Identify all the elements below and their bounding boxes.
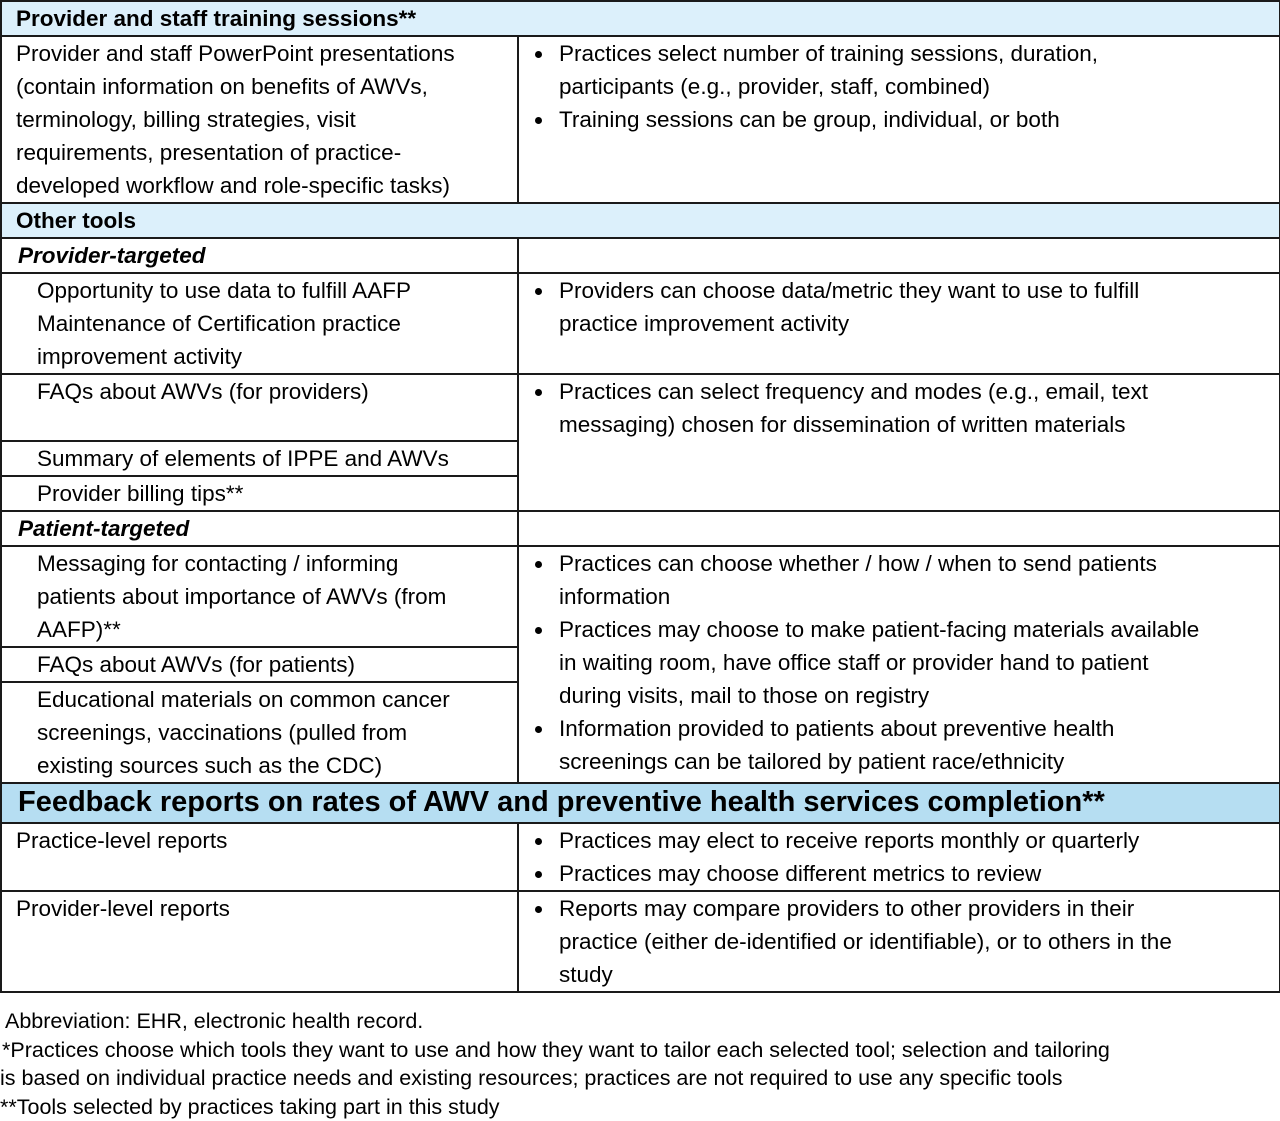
text-line: terminology, billing strategies, visit — [16, 103, 517, 136]
text-line: AAFP)** — [37, 613, 517, 646]
bullet-item — [531, 274, 1279, 340]
text-line: existing sources such as the CDC) — [37, 749, 517, 782]
cell-educational-left — [1, 682, 518, 783]
bullet-text-line: practice improvement activity — [559, 307, 1279, 340]
section-header-row-training — [1, 1, 1280, 36]
written-materials-text — [559, 375, 1279, 441]
table-row-training-presentations — [1, 36, 1280, 203]
text-line: Educational materials on common cancer — [37, 683, 517, 716]
cell-practice-level-right — [518, 823, 1280, 891]
bullet-text-line: Practices may elect to receive reports monthly or quarterly — [559, 824, 1279, 857]
bullet-dot-icon — [535, 726, 542, 733]
text-line: Maintenance of Certification practice — [37, 307, 517, 340]
cell-written-materials — [518, 374, 1280, 511]
cell-provider-level-right — [518, 891, 1280, 992]
bullet-text-line: Practices may choose to make patient-facing materials available — [559, 613, 1279, 646]
table-row-provider-level — [1, 891, 1280, 992]
bullet-item — [531, 892, 1279, 991]
bullet-text-line: Reports may compare providers to other providers in their — [559, 892, 1279, 925]
bullet-dot-icon — [535, 51, 542, 58]
bullet-text-line: Practices may choose different metrics to review — [559, 857, 1279, 890]
cell-training-left — [1, 36, 518, 203]
bullet-item — [531, 857, 1279, 890]
text-line: screenings, vaccinations (pulled from — [37, 716, 517, 749]
bullet-item — [531, 712, 1279, 778]
table-row-aafp — [1, 273, 1280, 374]
section-title-other: Other tools — [1, 203, 1280, 238]
subheader-patient-targeted: Patient-targeted — [1, 511, 518, 546]
text-line: requirements, presentation of practice- — [16, 136, 517, 169]
bullet-dot-icon — [535, 627, 542, 634]
provider-level-label: Provider-level reports — [1, 891, 518, 992]
text-line: (contain information on benefits of AWVs, — [16, 70, 517, 103]
bullet-item — [531, 103, 1279, 136]
abbreviation-note: Abbreviation: EHR, electronic health record. — [0, 1007, 1280, 1036]
provider-level-bullet-list — [531, 892, 1279, 991]
bullet-text-line: screenings can be tailored by patient race/ethnicity — [559, 745, 1279, 778]
footnote-double-asterisk: **Tools selected by practices taking part in this study — [0, 1093, 1280, 1121]
training-left-text — [16, 37, 517, 202]
practice-level-label: Practice-level reports — [1, 823, 518, 891]
bullet-text-line: information — [559, 580, 1279, 613]
practice-level-bullet-list — [531, 824, 1279, 890]
educational-text — [37, 683, 517, 782]
subheader-row-patient-targeted — [1, 511, 1280, 546]
written-materials-bullet-list — [531, 375, 1279, 441]
bullet-item — [531, 37, 1279, 103]
cell-messaging-left — [1, 546, 518, 647]
bullet-dot-icon — [535, 871, 542, 878]
bullet-text-line: in waiting room, have office staff or provider hand to patient — [559, 646, 1279, 679]
bullet-dot-icon — [535, 906, 542, 913]
text-line: Provider and staff PowerPoint presentations — [16, 37, 517, 70]
text-line: messaging) chosen for dissemination of written materials — [559, 408, 1279, 441]
bullet-text-line: Providers can choose data/metric they want to use to fulfill — [559, 274, 1279, 307]
text-line: developed workflow and role-specific tasks) — [16, 169, 517, 202]
training-bullet-list — [531, 37, 1279, 136]
bullet-dot-icon — [535, 838, 542, 845]
summary-ippe-label: Summary of elements of IPPE and AWVs — [1, 441, 518, 476]
text-line: Messaging for contacting / informing — [37, 547, 517, 580]
text-line: patients about importance of AWVs (from — [37, 580, 517, 613]
text-line: Practices can select frequency and modes (e.g., email, text — [559, 375, 1279, 408]
bullet-item — [531, 375, 1279, 441]
table-row-faq-providers — [1, 374, 1280, 441]
messaging-text — [37, 547, 517, 646]
bullet-text-line: study — [559, 958, 1279, 991]
footnote-single-asterisk-line1: *Practices choose which tools they want to use and how they want to tailor each selected tool; selection and tailoring — [0, 1036, 1280, 1065]
section-header-row-feedback — [1, 783, 1280, 823]
bullet-dot-icon — [535, 288, 542, 295]
bullet-item — [531, 613, 1279, 712]
footnote-single-asterisk-line2: is based on individual practice needs and existing resources; practices are not required to use any specific tools — [0, 1064, 1280, 1093]
bullet-text-line: participants (e.g., provider, staff, combined) — [559, 70, 1279, 103]
bullet-item — [531, 547, 1279, 613]
bullet-item — [531, 824, 1279, 857]
faq-patients-label: FAQs about AWVs (for patients) — [1, 647, 518, 682]
aafp-bullet-list — [531, 274, 1279, 340]
section-title-feedback: Feedback reports on rates of AWV and preventive health services completion** — [1, 783, 1280, 823]
table-row-messaging — [1, 546, 1280, 647]
subheader-row-provider-targeted — [1, 238, 1280, 273]
subheader-provider-targeted: Provider-targeted — [1, 238, 518, 273]
bullet-dot-icon — [535, 561, 542, 568]
bullet-text-line: Training sessions can be group, individual, or both — [559, 103, 1279, 136]
bullet-text-line: Practices select number of training sessions, duration, — [559, 37, 1279, 70]
empty-cell — [518, 511, 1280, 546]
billing-tips-label: Provider billing tips** — [1, 476, 518, 511]
empty-cell — [518, 238, 1280, 273]
text-line: improvement activity — [37, 340, 517, 373]
faq-providers-label: FAQs about AWVs (for providers) — [1, 374, 518, 441]
cell-aafp-right — [518, 273, 1280, 374]
section-header-row-other — [1, 203, 1280, 238]
table-notes — [0, 1007, 1280, 1121]
text-line: Opportunity to use data to fulfill AAFP — [37, 274, 517, 307]
bullet-text-line: practice (either de-identified or identifiable), or to others in the — [559, 925, 1279, 958]
cell-patient-bullets — [518, 546, 1280, 783]
table-row-practice-level — [1, 823, 1280, 891]
aafp-left-text — [37, 274, 517, 373]
section-title-training: Provider and staff training sessions** — [1, 1, 1280, 36]
bullet-dot-icon — [535, 117, 542, 124]
bullet-text-line: Practices can choose whether / how / when to send patients — [559, 547, 1279, 580]
bullet-dot-icon — [535, 389, 542, 396]
cell-training-right — [518, 36, 1280, 203]
bullet-text-line: Information provided to patients about preventive health — [559, 712, 1279, 745]
cell-aafp-left — [1, 273, 518, 374]
patient-bullet-list — [531, 547, 1279, 778]
bullet-text-line: during visits, mail to those on registry — [559, 679, 1279, 712]
